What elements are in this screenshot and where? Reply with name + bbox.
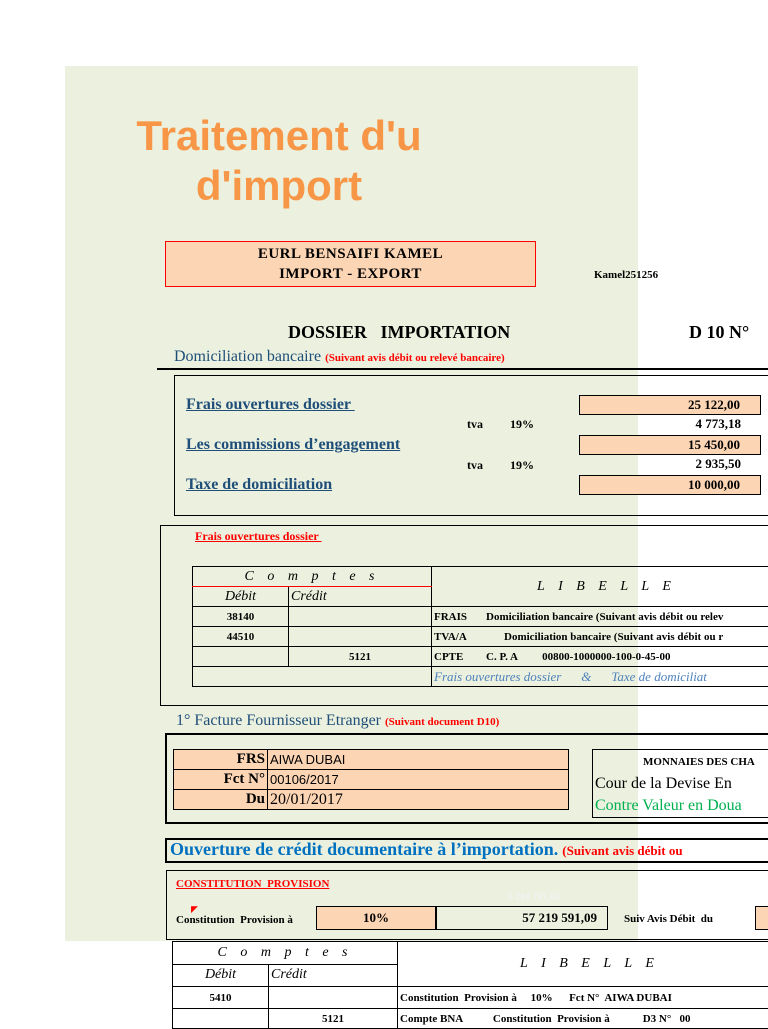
page-title-line1: Traitement d'u	[0, 112, 663, 160]
credit-cell	[269, 987, 398, 1009]
frs-value: AIWA DUBAI	[268, 750, 569, 770]
credoc-title: Ouverture de crédit documentaire à l’importation.	[170, 839, 558, 859]
debit-cell: 38140	[193, 607, 289, 627]
libelle-cell: FRAIS Domiciliation bancaire (Suivant avis débit ou relev	[432, 607, 768, 627]
monnaies-box	[592, 749, 768, 818]
provision-amount: 57 219 591,09	[436, 906, 608, 930]
marker-icon: ◤	[191, 904, 198, 915]
frs-label: FRS	[174, 750, 268, 770]
frais-ouverture-label: Frais ouvertures dossier	[186, 396, 355, 414]
credoc-note: (Suivant avis débit ou	[562, 843, 682, 858]
facture-title: 1° Facture Fournisseur Etranger	[176, 712, 381, 729]
ghost-amount: 5 201 781,01	[508, 892, 561, 903]
cours-label: Cour de la Devise En	[595, 775, 732, 793]
taxe-domiciliation-amount: 10 000,00	[579, 475, 761, 495]
tva-amount-2: 2 935,50	[579, 455, 761, 475]
comptes-header: C o m p t e s	[193, 567, 432, 587]
section1-title: Frais ouvertures dossier	[195, 529, 322, 544]
company-activity: IMPORT - EXPORT	[166, 264, 535, 284]
debit-header: Débit	[193, 587, 289, 607]
comptes-header: C o m p t e s	[173, 942, 398, 965]
credit-cell	[289, 607, 432, 627]
tva-rate-2: 19%	[510, 458, 534, 473]
debit-cell	[173, 1009, 269, 1029]
provision-title: CONSTITUTION PROVISION	[176, 878, 329, 890]
credit-header: Crédit	[269, 964, 398, 987]
debit-cell: 5410	[173, 987, 269, 1009]
table-row	[193, 667, 768, 687]
monnaies-label: MONNAIES DES CHA	[643, 756, 755, 768]
domiciliation-note: (Suivant avis débit ou relevé bancaire)	[325, 352, 505, 364]
contre-valeur-label: Contre Valeur en Doua	[595, 797, 742, 815]
libelle-header: L I B E L L E	[398, 942, 768, 987]
fct-label: Fct N°	[174, 770, 268, 790]
dossier-ref: D 10 N°	[689, 322, 749, 343]
section-divider	[157, 368, 768, 370]
tva-label-2: tva	[467, 458, 483, 473]
tva-amount-1: 4 773,18	[579, 415, 761, 435]
credit-cell: 5121	[269, 1009, 398, 1029]
page-title-line2: d'import	[0, 162, 663, 210]
credoc-heading	[170, 839, 683, 860]
tva-label-1: tva	[467, 417, 483, 432]
provision-label: Constitution Provision à	[176, 914, 293, 926]
section2-table	[172, 941, 768, 1029]
table-row	[193, 627, 768, 647]
credit-cell: 5121	[289, 647, 432, 667]
domiciliation-title: Domiciliation bancaire	[174, 348, 321, 365]
credit-header: Crédit	[289, 587, 432, 607]
table-row	[193, 607, 768, 627]
debit-cell: 44510	[193, 627, 289, 647]
suiv-avis-label: Suiv Avis Débit du	[624, 913, 713, 925]
commissions-label: Les commissions d’engagement	[186, 436, 400, 454]
section1-table	[192, 566, 768, 687]
facture-heading	[176, 712, 499, 730]
taxe-domiciliation-label: Taxe de domiciliation	[186, 476, 332, 494]
suiv-avis-date-field	[755, 906, 768, 930]
company-code: Kamel251256	[594, 269, 658, 281]
provision-rate: 10%	[316, 906, 436, 930]
dossier-label: DOSSIER IMPORTATION	[288, 322, 510, 343]
facture-note: (Suivant document D10)	[385, 716, 499, 728]
frs-table	[173, 749, 569, 810]
libelle-cell: CPTE C. P. A 00800-1000000-100-0-45-00	[432, 647, 768, 667]
commissions-amount: 15 450,00	[579, 435, 761, 455]
libelle-cell: TVA/A Domiciliation bancaire (Suivant avis débit ou r	[432, 627, 768, 647]
domiciliation-heading	[174, 348, 505, 366]
debit-header: Débit	[173, 964, 269, 987]
table-row	[173, 987, 768, 1009]
libelle-header: L I B E L L E	[432, 567, 768, 607]
frais-ouverture-amount: 25 122,00	[579, 395, 761, 415]
libelle-cell: Constitution Provision à 10% Fct N° AIWA DUBAI	[398, 987, 768, 1009]
libelle-cell: Compte BNA Constitution Provision à D3 N° 00	[398, 1009, 768, 1029]
table-row	[193, 647, 768, 667]
fct-value: 00106/2017	[268, 770, 569, 790]
credit-cell	[289, 627, 432, 647]
debit-cell	[193, 647, 289, 667]
table-row	[173, 1009, 768, 1029]
du-label: Du	[174, 790, 268, 810]
libelle-footer: Frais ouvertures dossier & Taxe de domiciliat	[432, 667, 768, 687]
company-name: EURL BENSAIFI KAMEL	[166, 244, 535, 264]
tva-rate-1: 19%	[510, 417, 534, 432]
company-box	[165, 241, 536, 287]
du-value: 20/01/2017	[268, 790, 569, 810]
